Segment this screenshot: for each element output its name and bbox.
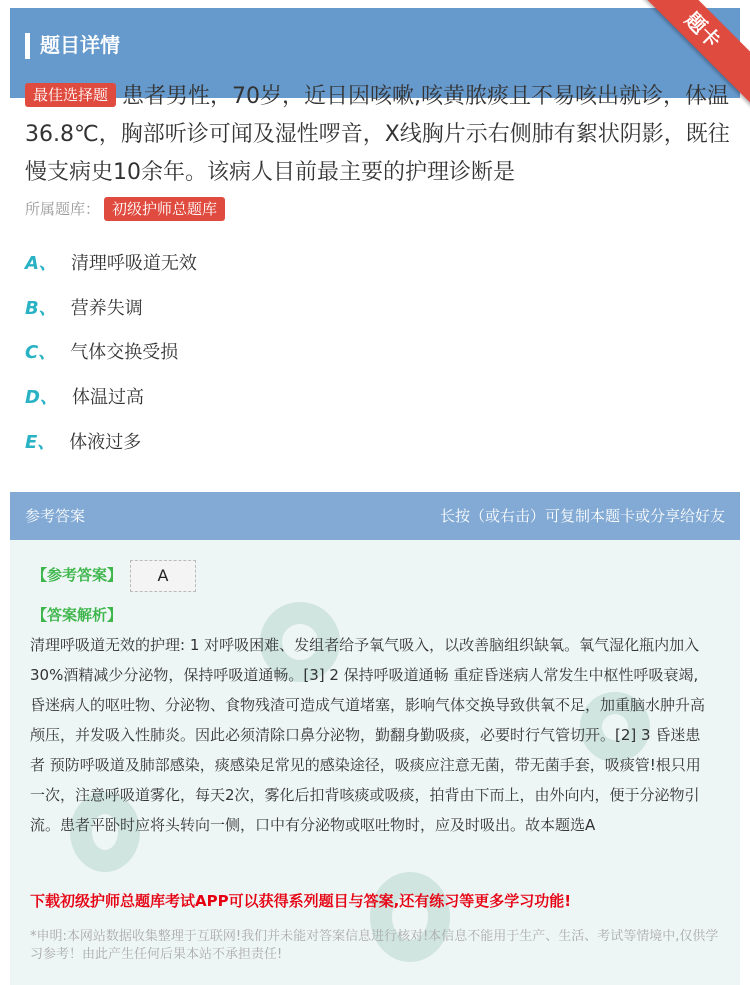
analysis-label: 【答案解析】: [32, 606, 123, 624]
answer-header: [10, 492, 740, 540]
option-letter: C、: [25, 342, 57, 363]
app-promo-link[interactable]: 下载初级护师总题库考试APP可以获得系列题目与答案,还有练习等更多学习功能!: [30, 892, 572, 910]
question: [25, 78, 735, 192]
option-c[interactable]: [25, 340, 178, 366]
option-letter: D、: [25, 387, 58, 408]
share-hint: 长按（或右击）可复制本题卡或分享给好友: [439, 507, 725, 525]
option-text: 体液过多: [69, 432, 142, 453]
option-text: 营养失调: [70, 298, 143, 319]
disclaimer: *申明:本网站数据收集整理于互联网!我们并未能对答案信息进行核对!本信息不能用于生产、生活、考试等情境中,仅供学习参考！由此产生任何后果本站不承担责任!: [30, 929, 719, 962]
analysis-text: 清理呼吸道无效的护理: 1 对呼吸困难、发组者给予氧气吸入，以改善脑组织缺氧。氧气湿化瓶内加入30%酒精减少分泌物，保持呼吸道通畅。[3] 2 保持呼吸道通畅 重症昏迷病人常发生中枢性呼吸衰竭,昏迷病人的呕吐物、分泌物、食物残渣可造成气道堵塞，影响气体交换导致供氧不足，加重脑水肿升高颅压，并发吸入性肺炎。因此必须清除口鼻分泌物，勤翻身勤吸痰，必要时行气管切开。[2] 3 昏迷患者 预防呼吸道及肺部感染，痰感染足常见的感染途径，吸痰应注意无菌，带无菌手套，吸痰管!根只用一次，注意呼吸道雾化，每天2次，雾化后扣背咳痰或吸痰，拍背由下而上，由外向内，便于分泌物引流。患者平卧时应将头转向一侧，口中有分泌物或呕吐物时，应及时吸出。故本题选A: [30, 636, 706, 834]
question-source: [25, 196, 231, 222]
option-e[interactable]: [25, 430, 141, 456]
option-b[interactable]: [25, 296, 143, 322]
answer-value: A: [130, 560, 196, 592]
option-text: 体温过高: [71, 387, 144, 408]
option-d[interactable]: [25, 385, 144, 411]
corner-ribbon: 题卡: [623, 0, 750, 110]
question-text: 患者男性，70岁，近日因咳嗽,咳黄脓痰且不易咳出就诊，体温36.8℃，胸部听诊可闻及湿性啰音，X线胸片示右侧肺有絮状阴影，既往慢支病史10余年。该病人目前最主要的护理诊断是: [25, 84, 730, 185]
page-title: 题目详情: [40, 33, 120, 57]
header-accent-bar: [25, 33, 30, 59]
answer-label: 【参考答案】: [32, 566, 123, 584]
question-type-tag: 最佳选择题: [25, 83, 116, 107]
option-letter: B、: [25, 298, 57, 319]
option-letter: E、: [25, 432, 56, 453]
option-letter: A、: [25, 253, 57, 274]
option-a[interactable]: [25, 251, 197, 277]
source-label: 所属题库：: [25, 200, 101, 218]
option-text: 气体交换受损: [70, 342, 179, 363]
source-tag[interactable]: 初级护师总题库: [104, 197, 225, 221]
answer-header-title: 参考答案: [25, 507, 86, 525]
option-text: 清理呼吸道无效: [70, 253, 197, 274]
answer-panel: [10, 492, 740, 985]
